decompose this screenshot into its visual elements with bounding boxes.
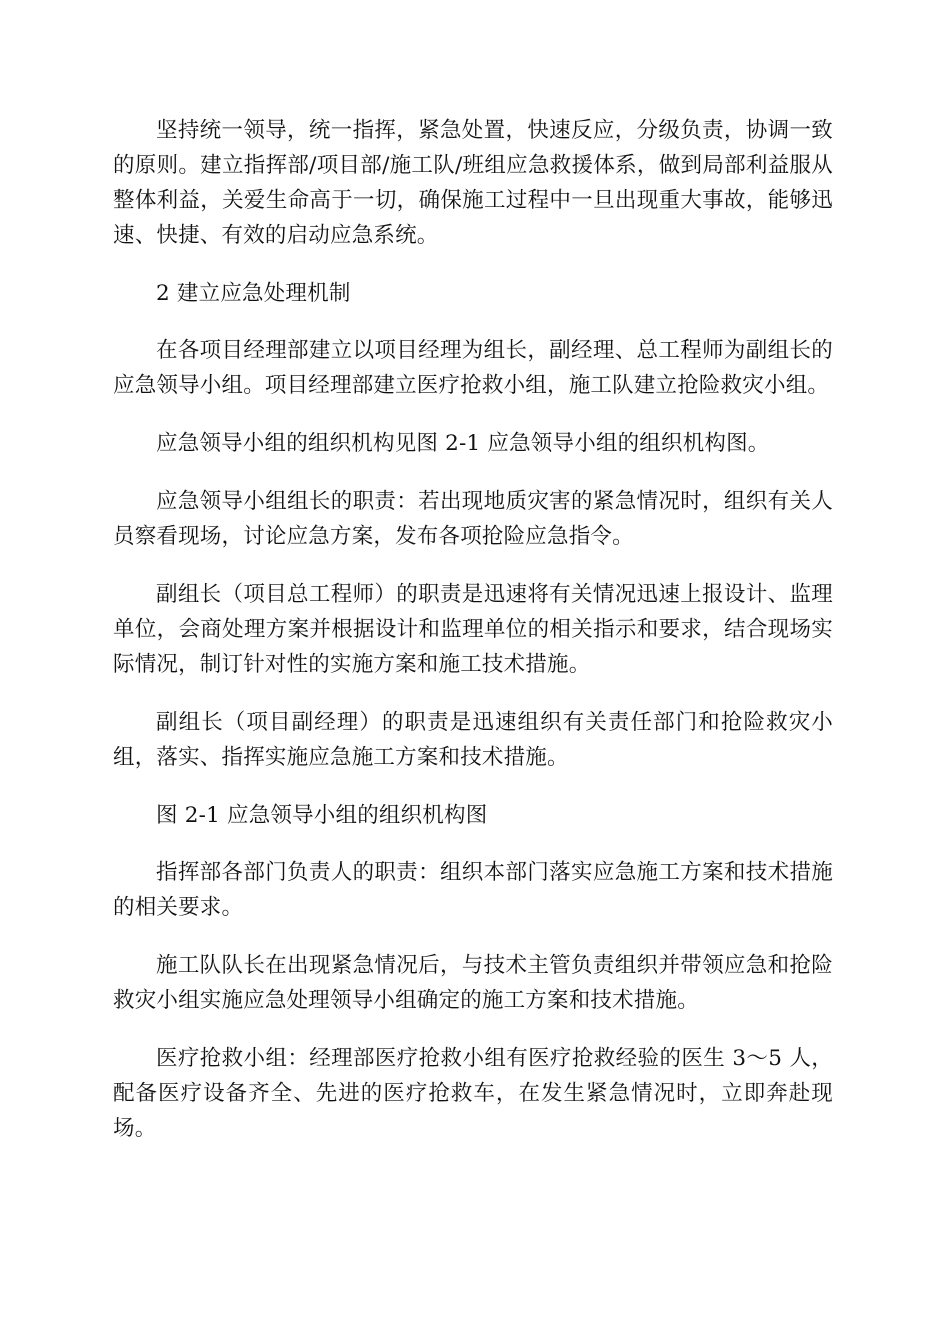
document-body xyxy=(113,113,833,1169)
paragraph-org-chart-reference: 应急领导小组的组织机构见图 2-1 应急领导小组的组织机构图。 xyxy=(156,431,770,456)
paragraph-leadership-group: 在各项目经理部建立以项目经理为组长，副经理、总工程师为副组长的应急领导小组。项目经理部建立医疗抢救小组，施工队建立抢险救灾小组。 xyxy=(113,338,833,398)
paragraph-medical-rescue-team: 医疗抢救小组：经理部医疗抢救小组有医疗抢救经验的医生 3～5 人，配备医疗设备齐全、先进的医疗抢救车，在发生紧急情况时，立即奔赴现场。 xyxy=(113,1046,833,1141)
paragraph-principles: 坚持统一领导，统一指挥，紧急处置，快速反应，分级负责，协调一致的原则。建立指挥部/项目部/施工队/班组应急救援体系，做到局部利益服从整体利益，关爱生命高于一切，确保施工过程中一旦出现重大事故，能够迅速、快捷、有效的启动应急系统。 xyxy=(113,118,833,248)
figure-caption: 图 2-1 应急领导小组的组织机构图 xyxy=(156,803,488,828)
section-heading-emergency-mechanism: 2 建立应急处理机制 xyxy=(156,281,351,306)
paragraph-team-leader-duties: 施工队队长在出现紧急情况后，与技术主管负责组织并带领应急和抢险救灾小组实施应急处理领导小组确定的施工方案和技术措施。 xyxy=(113,953,833,1013)
paragraph-deputy-manager-duties: 副组长（项目副经理）的职责是迅速组织有关责任部门和抢险救灾小组，落实、指挥实施应急施工方案和技术措施。 xyxy=(113,710,833,770)
paragraph-deputy-engineer-duties: 副组长（项目总工程师）的职责是迅速将有关情况迅速上报设计、监理单位，会商处理方案并根据设计和监理单位的相关指示和要求，结合现场实际情况，制订针对性的实施方案和施工技术措施。 xyxy=(113,582,833,677)
paragraph-leader-duties: 应急领导小组组长的职责：若出现地质灾害的紧急情况时，组织有关人员察看现场，讨论应急方案，发布各项抢险应急指令。 xyxy=(113,489,833,549)
paragraph-department-duties: 指挥部各部门负责人的职责：组织本部门落实应急施工方案和技术措施的相关要求。 xyxy=(113,860,833,920)
